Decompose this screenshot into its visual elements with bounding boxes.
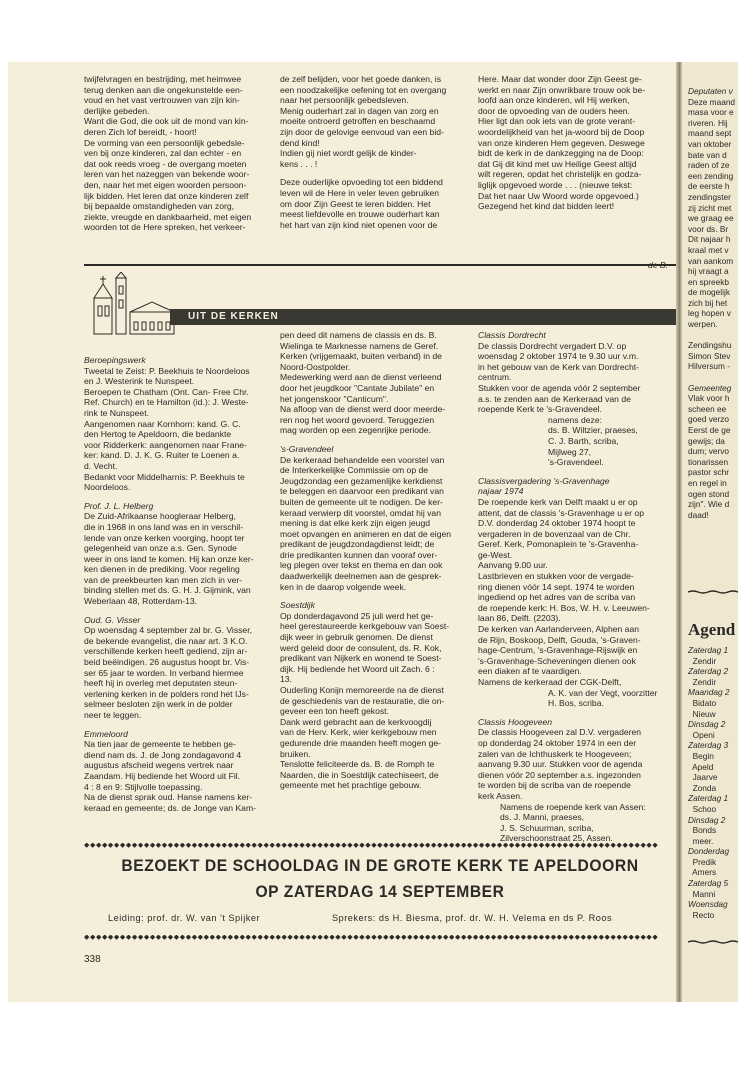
text-line: Bedankt voor Middelharnis: P. Beekhuis te [84,471,245,482]
partial-text-line: raden of ze [688,160,730,171]
partial-text-line: Zonda [688,782,717,793]
news-column-3 [478,330,668,844]
text-line: bruiken. [280,748,311,759]
article-column-1 [84,74,270,233]
text-line: Na tien jaar de gemeente te hebben ge- [84,739,236,750]
text-line: De classis Dordrecht vergadert D.V. op [478,340,627,351]
text-line: gedurende drie maanden heeft mogen ge- [280,737,442,748]
text-line: dijk. Hij bediende het Woord uit Zach. 6 : [280,663,435,674]
text-line: daadwerkelijk deelnemen aan de gesprek- [280,571,442,582]
agenda-list [688,645,730,920]
partial-text-line: scheen ee [688,403,727,414]
wave-divider-bottom [688,940,738,944]
text-line: Beroepen te Chatham (Ont. Can- Free Chr. [84,386,249,397]
text-line: leven wil de Here in veler leven gebruiken [280,187,440,198]
text-line: a.s. te zenden aan de Kerkeraad van de [478,393,631,404]
partial-text-line: zich bij het [688,297,728,308]
text-line: aanvang 9.30 uur. Stukken voor de agenda [478,759,643,770]
partial-text-line: Zendir [688,655,717,666]
partial-text-line: en spreekb [688,276,730,287]
text-line: Dank werd gebracht aan de kerkvoogdij [280,716,432,727]
partial-text-line: kraal met v [688,244,729,255]
text-line: binding stellen met ds. G. H. J. Gijmink, van [84,585,251,596]
partial-text-line: Amers [688,867,717,878]
partial-text-line: pastor schr [688,467,730,478]
text-line: dend kind! [280,137,320,148]
text-line: De Zuid-Afrikaanse hoogleraar Helberg, [84,511,236,522]
text-line: ken dienen in de prediking. Voor regeling [84,564,240,575]
subheading: Classis Hoogeveen [478,716,553,727]
spacer [280,592,468,600]
text-line: diend nam ds. J. de Jong zondagavond 4 [84,749,242,760]
text-line: Mijlweg 27, [548,446,591,457]
text-line: Deze ouderlijke opvoeding tot een biddend [280,177,443,188]
text-line: Indien gij niet wordt gelijk de kinder- [280,148,417,159]
partial-text-line: dum; vervo [688,446,730,457]
text-line: drie predikanten kunnen dan vooraf over- [280,549,438,560]
partial-text-line: voor ds. Br [688,223,729,234]
article-column-2 [280,74,468,230]
text-line: Jeugdzondag een gezamenlijke kerkdienst [280,475,443,486]
partial-text-line: Begin [688,750,714,761]
partial-text-line: de eerste h [688,181,730,192]
text-line: een noodzakelijke oefening tot en overgang [280,84,447,95]
partial-text-line: Manni [688,888,716,899]
text-line: die in 1968 in ons land was en in verschil- [84,521,244,532]
text-line: pen deed dit namens de classis en ds. B. [280,330,437,340]
partial-text-line: zendingster [688,191,731,202]
text-line: derlijke gebeden. [84,105,150,116]
text-line: naar het persoonlijk gebedsleven. [280,95,409,106]
subheading: najaar 1974 [478,486,524,497]
partial-text-line: gewijs; da [688,435,725,446]
partial-text-line: zijn". Wie d [688,499,730,510]
partial-text-line: tionarissen [688,456,729,467]
advert-headline: BEZOEKT DE SCHOOLDAG IN DE GROTE KERK TE APELDOORN [121,856,639,875]
text-line: keraad en gemeente; ds. de Jonge van Kam- [84,802,256,813]
text-line: de Rijn, Boskoop, Delft, Gouda, 's-Graven- [478,634,641,645]
text-line: Namens de kerkeraad der CGK-Delft, [478,677,622,687]
text-line: leg plegen over tekst en thema en dan ook [280,560,443,571]
partial-text-line: masa voor e [688,107,734,118]
text-line: Weberlaan 48, Rotterdam-13. [84,596,198,607]
text-line: door het jeugdkoor "Cantate Jubilate" en [280,382,435,393]
partial-text-line: Zaterdag 1 [688,793,729,804]
text-line: een diaken af te vaardigen. [478,666,582,677]
text-line: A. K. van der Vegt, voorzitter [548,687,658,698]
partial-text-line: meer. [688,835,714,846]
partial-text-line: riveren. Hij [688,117,728,128]
text-line: namens deze: [548,414,602,425]
text-line: van de preekbeurten kan men zich in ver- [84,574,243,585]
partial-text-line: Deze maand [688,96,736,107]
partial-text-line: Donderdag [688,846,730,857]
text-line: Na afloop van de dienst werd door meerde- [280,404,446,415]
partial-text-line: werpen. [688,319,718,330]
text-line: Here. Maar dat wonder door Zijn Geest ge- [478,74,642,84]
text-line: ds. J. Manni, praeses, [500,812,585,823]
partial-text-line: Gemeenteg [688,382,732,393]
partial-text-line: van oktober [688,138,732,149]
text-line: Want die God, die ook uit de mond van kin- [84,116,249,127]
text-line: dijk weer in gebruik genomen. De dienst [280,632,433,643]
text-line: ker: kand. D. J. K. G. Ruiter te Loenen a. [84,450,240,461]
text-line: kerk Assen. [478,790,523,801]
text-line: Na de dienst sprak oud. Hanse namens ker- [84,792,253,803]
text-line: Naarden, die in Soestdijk catechiseert, de [280,769,439,780]
text-line: 's-Gravenhage-Scheveningen dienen ook [478,655,636,666]
spacer [84,607,270,615]
spacer [84,721,270,729]
text-line: van de Herv. Kerk, wier kerkgebouw men [280,727,437,738]
partial-text-line: Zendingshu [688,340,732,351]
text-line: selmeer besloten zijn werk in de polder [84,699,233,710]
text-line: de roepende kerk: H. Bos, W. H. v. Leeuwen- [478,602,650,613]
text-line: heel gerestaureerde kerkgebouw van Soest- [280,621,450,632]
text-line: door de opvoeding van de ouders heen. [478,105,630,116]
text-line: twijfelvragen en bestrijding, met heimwee [84,74,242,84]
text-line: Op donderdagavond 25 juli werd het ge- [280,610,434,621]
partial-text-line: Zaterdag 1 [688,645,729,655]
subheading: Prof. J. L. Helberg [84,500,154,511]
text-line: De kerkeraad behandelde een voorstel van [280,454,445,465]
partial-text-line: Predik [688,856,717,867]
text-line: het hart van zijn kind niet openen voor de [280,219,438,230]
partial-text-line: Jaarve [688,772,718,783]
text-line: werd geleid door de consulent, ds. R. Kok, [280,642,442,653]
wave-divider [688,590,738,594]
news-column-1 [84,355,270,813]
text-line: centrum. [478,372,512,383]
text-line: Lastbrieven en stukken voor de vergade- [478,571,634,582]
text-line: Stukken voor de agenda vóór 2 september [478,382,641,393]
spacer [84,493,270,501]
text-line: kens . . . ! [280,158,318,169]
text-line: Zilverschoonstraat 25, Assen. [500,833,613,844]
text-line: het jongenskoor "Canticum". [280,393,389,404]
text-line: ser 65 jaar te worden. In verband hiermee [84,667,244,678]
text-line: Tweetal te Zeist: P. Beekhuis te Noordeloos [84,365,250,376]
text-line: meest liefdevolle en trouwe ouderhart kan [280,209,440,220]
partial-text-line: Recto [688,909,715,920]
text-line: liglijk opgevoed worde . . . (nieuwe tekst: [478,179,633,190]
text-line: bidt de kerk in de dankzegging na de Doop: [478,148,644,159]
text-line: om door Zijn Geest te leren bidden. Het [280,198,431,209]
text-line: Tenslotte feliciteerde ds. B. de Romph te [280,759,435,770]
text-line: dat Gij dit kind met uw Heilige Geest altijd [478,158,637,169]
text-line: H. Bos, scriba. [548,698,604,709]
advert-sprekers: Sprekers: ds H. Biesma, prof. dr. W. H. Velema en ds P. Roos [332,913,613,923]
text-line: Ouderling Konijn memoreerde na de dienst [280,685,444,695]
partial-text-line: Zaterdag 3 [688,740,729,751]
partial-text-line: leg hopen v [688,308,731,319]
spacer [280,436,468,444]
section-divider [84,264,676,266]
page-number: 338 [84,954,101,965]
text-line: ge-West. [478,549,513,560]
text-line: predikant van Nijkerk en wonend te Soest- [280,653,442,664]
subheading: Classis Dordrecht [478,330,546,340]
text-line: Aangenomen naar Kornhorn: kand. G. C. [84,418,241,429]
partial-text-line: Maandag 2 [688,687,730,698]
text-line: J. S. Schuurman, scriba, [500,822,594,833]
text-line: ken in de daarop volgende week. [280,581,407,592]
news-column-2 [280,330,468,791]
text-line: te beleggen en daarvoor een predikant van [280,486,444,497]
text-line: wilt regeren, opdat het christelijk en godza- [478,169,642,180]
text-line: mening is dat elke kerk zijn eigen jeugd [280,518,431,529]
partial-text-line: zij zicht met [688,202,732,213]
text-line: Menig ouderhart zal in dagen van zorg en [280,105,439,116]
text-line: hage-Centrum, 's-Gravenhage-Rijswijk en [478,645,638,656]
subheading: Soestdijk [280,600,315,611]
text-line: verlening kerken in de polders rond het IJs- [84,688,249,699]
advert-leiding: Leiding: prof. dr. W. van 't Spijker [108,913,261,923]
partial-text-line: Apeld [688,761,714,772]
text-line: mag worden op een zegenrijke periode. [280,425,431,436]
partial-text-line: Hilversum - [688,361,730,372]
spacer [478,468,668,476]
text-line [280,169,468,177]
partial-text-line: Dinsdag 2 [688,814,726,825]
partial-text-line: goed verzo [688,414,730,425]
text-line: te worden bij de scriba van de roepende [478,780,631,791]
text-line: Dat het naar Uw Woord worde opgevoed.) [478,190,639,201]
partial-text-line [688,372,735,383]
text-line: lende van onze kerken voorging, hoopt ter [84,532,245,543]
text-line: ds. B. Wiltzier, praeses, [548,425,638,436]
text-line: voud en het vast vertrouwen van zijn kin- [84,95,240,106]
text-line: buiten de gemeente uit te nodigen. De ker- [280,496,443,507]
text-line: weer in ons land te komen. Hij kan onze ker- [84,553,254,564]
ornament-border-bottom: ◆◆◆◆◆◆◆◆◆◆◆◆◆◆◆◆◆◆◆◆◆◆◆◆◆◆◆◆◆◆◆◆◆◆◆◆◆◆◆◆◆◆◆◆◆◆◆◆◆◆◆◆◆◆◆◆◆◆◆◆◆◆◆◆◆◆◆◆◆◆◆◆◆◆◆◆◆◆◆◆◆◆◆◆◆◆◆◆◆◆◆◆◆◆◆◆ [84,935,659,941]
text-line: geveer een ton heeft gekost. [280,706,389,717]
text-line: deren Zich lof bereidt, - hoort! [84,126,197,137]
text-line: ring dienen vóór 14 sept. 1974 te worden [478,581,635,592]
text-line: Noord-Oostpolder. [280,361,351,372]
partial-text-line: maand sept [688,128,732,139]
text-line: rink te Nunspeet. [84,407,149,418]
subheading: Oud. G. Visser [84,614,141,625]
text-line: woordelijkheid van het ja-woord bij de Doop [478,126,645,137]
text-line: de geschiedenis van de restauratie, die on- [280,695,445,706]
agenda-heading: Agend [688,620,736,639]
text-line: Medewerking werd aan de dienst verleend [280,372,442,383]
partial-text-line [688,330,735,341]
text-line: van onze kinderen Hem gegeven. Deswege [478,137,645,148]
text-line: ven bij onze kinderen, zal dan echter - en [84,148,242,159]
text-line: De vorming van een persoonlijk gebedsle- [84,137,245,148]
text-line: dat ook reeds vroeg - de overgang moeten [84,158,247,169]
text-line: C. J. Barth, scriba, [548,435,619,446]
text-line: den Hertog te Apeldoorn, die bedankte [84,429,232,440]
text-line: augustus afscheid wegens vertrek naar [84,760,234,771]
text-line: Wielinga te Marknesse namens de Geref. [280,340,439,351]
text-line: de bekende evangelist, die naar art. 3 K.O. [84,635,248,646]
partial-text-line: Dinsdag 2 [688,719,726,730]
text-line: roepende Kerk te 's-Gravendeel. [478,404,602,415]
text-line: terug denken aan die ongekunstelde een- [84,84,243,95]
partial-text-line: ogen stond [688,488,730,499]
text-line: verschillende kerken heeft gediend, zijn ar- [84,646,248,657]
text-line: Ref. Church) en te Hamilton (id.): J. Weste- [84,397,249,408]
partial-text-line: Nieuw [688,708,716,719]
partial-text-line: Zaterdag 2 [688,666,729,677]
text-line: werkt en naar Zijn onwrikbare trouw ook be- [478,84,646,95]
text-line: Noordeloos. [84,482,131,493]
section-title: UIT DE KERKEN [188,311,279,322]
text-line: woensdag 2 oktober 1974 te 9.30 uur v.m. [478,351,639,362]
text-line: in het gebouw van de Kerk van Dordrecht- [478,361,639,372]
text-line: 4 : 8 en 9: Stijlvolle toepassing. [84,781,203,792]
text-line: De classis Hoogeveen zal D.V. vergaderen [478,727,642,738]
text-line: vergaderen in de bovenzaal van de Chr. [478,528,631,539]
ornament-border-top: ◆◆◆◆◆◆◆◆◆◆◆◆◆◆◆◆◆◆◆◆◆◆◆◆◆◆◆◆◆◆◆◆◆◆◆◆◆◆◆◆◆◆◆◆◆◆◆◆◆◆◆◆◆◆◆◆◆◆◆◆◆◆◆◆◆◆◆◆◆◆◆◆◆◆◆◆◆◆◆◆◆◆◆◆◆◆◆◆◆◆◆◆◆◆◆◆ [84,843,659,849]
text-line: gemeente met het prachtige gebouw. [280,780,422,791]
subheading: Emmeloord [84,728,128,739]
partial-text-line: Vlak voor h [688,393,730,404]
text-line: Gezegend het kind dat bidden leert! [478,201,615,212]
text-line: Geref. Kerk, Pomonaplein te 's-Gravenha- [478,539,639,550]
church-illustration [86,272,178,340]
section-banner [170,309,676,325]
text-line: D.V. donderdag 24 oktober 1974 hoopt te [478,518,636,529]
partial-text-line: en regel in [688,477,727,488]
subheading: Beroepingswerk [84,355,146,365]
text-line: attent, dat de classis 's-Gravenhage u er op [478,507,644,518]
partial-text-line: Zendir [688,676,717,687]
partial-text-line: de mogelijk [688,287,730,298]
partial-text-line: Bidato [688,697,717,708]
text-line: dienen vóór 20 september a.s. ingezonden [478,769,641,780]
text-line: 's-Gravendeel. [548,457,604,468]
text-line: bij bepaalde omstandigheden van zorg, [84,201,235,212]
text-line: ingediend op het adres van de scriba van [478,592,636,603]
text-line: predikant de jeugdzondagdienst leidt; de [280,539,435,550]
text-line: leren van het nazeggen van bekende woor- [84,169,250,180]
text-line: ziekte, vreugde en dankbaarheid, met eigen [84,211,252,222]
partial-text-line: Schoo [688,803,717,814]
partial-text-line: Zaterdag 5 [688,878,729,889]
adjacent-page-column [688,86,735,520]
text-line: op donderdag 24 oktober 1974 in een der [478,737,637,748]
text-line: heeft hij in overleg met deputaten steun- [84,678,238,689]
text-line: Zaandam. Hij bediende het Woord uit Fil. [84,770,241,781]
partial-text-line: Deputaten v [688,86,733,96]
text-line: zalen van de Ichthuskerk te Hoogeveen; [478,748,632,759]
advert-date: OP ZATERDAG 14 SEPTEMBER [255,882,505,901]
partial-text-line: Bonds [688,825,717,836]
text-line: 13. [280,674,292,685]
partial-text-line: daad! [688,509,709,520]
text-line: zijn door de gelovige eenvoud van een bid- [280,126,444,137]
partial-text-line: Dit najaar h [688,234,731,245]
partial-text-line: Woensdag [688,899,728,910]
text-line: De kerken van Aarlanderveen, Alphen aan [478,624,640,635]
text-line: Op woensdag 4 september zal br. G. Visser, [84,625,252,636]
spacer [478,709,668,717]
text-line: keraad verwierp dit voorstel, omdat hij van [280,507,441,518]
partial-text-line: bate van d [688,149,727,160]
text-line: Aanvang 9.00 uur. [478,560,548,571]
partial-text-line: Simon Stev [688,350,731,361]
partial-text-line: we graag ee [688,213,734,224]
text-line: de zelf belijden, voor het goede danken, is [280,74,442,84]
text-line: lijk bidden. Het leren dat onze kinderen zelf [84,190,249,201]
partial-text-line: Openi [688,729,715,740]
text-line: ren nog het woord gevoerd. Teruggezien [280,414,435,425]
text-line: beid beëindigen. 26 augustus hoopt br. Vis- [84,657,250,668]
partial-text-line: Eerst de ge [688,425,731,435]
partial-text-line: een zending [688,170,734,181]
text-line: woorden tot de Here spreken, het verkeer- [84,222,246,233]
text-line: De roepende kerk van Delft maakt u er op [478,496,638,507]
text-line: d. Vecht. [84,460,118,471]
subheading: Classisvergadering 's-Gravenhage [478,475,610,486]
text-line: neer te leggen. [84,710,142,720]
subheading: 's-Gravendeel [280,443,334,454]
partial-text-line: van aankom [688,255,734,266]
text-line: de Interkerkelijke Commissie om op de [280,465,429,476]
text-line: den, naar het met eigen woorden persoon- [84,179,247,190]
text-line: moeite ontroerd getroffen en beschaamd [280,116,436,127]
text-line: loofd aan onze kinderen, wil Hij werken, [478,95,630,106]
text-line: Kerken (vrijgemaakt, buiten verband) in de [280,351,442,362]
text-line: Namens de roepende kerk van Assen: [500,801,646,812]
text-line: laan 86, Delft. (2203). [478,613,561,624]
partial-text-line: hij vraagt a [688,266,729,277]
text-line: voor Ridderkerk: aangenomen naar Frane- [84,439,247,450]
text-line: Hier ligt dan ook iets van de grote verant- [478,116,636,127]
text-line: gelegenheid van onze a.s. Gen. Synode [84,543,237,554]
article-column-3 [478,74,668,212]
text-line: en J. Westerink te Nunspeet. [84,376,195,387]
text-line: moet opvangen en animeren en dat de eigen [280,528,452,539]
